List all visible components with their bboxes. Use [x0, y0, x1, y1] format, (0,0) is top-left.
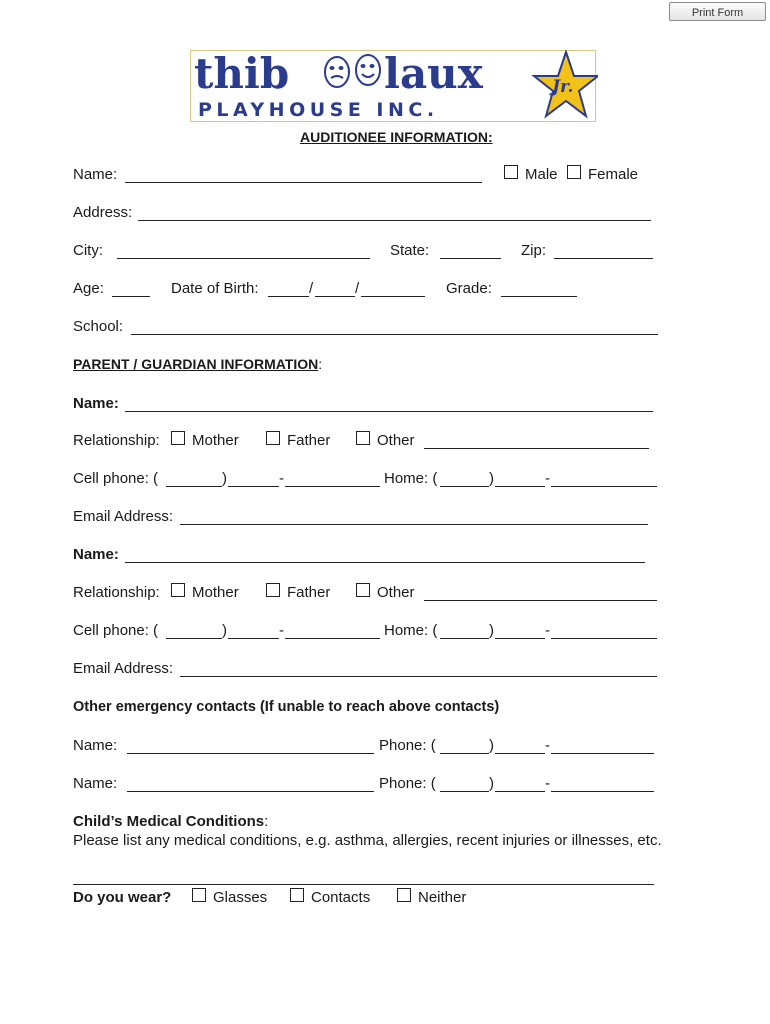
- logo-subtitle: PLAYHOUSE INC.: [198, 99, 439, 121]
- parent1-home-line-field[interactable]: [551, 486, 657, 487]
- dob-separator: /: [355, 280, 360, 297]
- parent2-relationship-label: Relationship:: [73, 584, 160, 601]
- parent1-father-checkbox[interactable]: [266, 431, 280, 445]
- emergency2-phone-label: Phone: (: [379, 775, 436, 792]
- medical-instructions: Please list any medical conditions, e.g. asthma, allergies, recent injuries or illnesses, etc.: [73, 832, 662, 849]
- dash: -: [545, 737, 550, 754]
- parent2-cell-prefix-field[interactable]: [228, 638, 279, 639]
- medical-heading-colon: :: [264, 813, 269, 830]
- star-icon: [534, 52, 598, 116]
- emergency1-phone-label: Phone: (: [379, 737, 436, 754]
- parent2-name-label: Name:: [73, 546, 119, 563]
- parent1-mother-checkbox[interactable]: [171, 431, 185, 445]
- logo-jr: Jr.: [552, 77, 574, 97]
- contacts-label: Contacts: [311, 889, 371, 906]
- dob-day-field[interactable]: [315, 296, 355, 297]
- dash: -: [545, 775, 550, 792]
- contacts-checkbox[interactable]: [290, 888, 304, 902]
- parent2-father-checkbox[interactable]: [266, 583, 280, 597]
- parent1-cell-area-field[interactable]: [166, 486, 222, 487]
- parent2-mother-label: Mother: [192, 584, 239, 601]
- state-label: State:: [390, 242, 430, 259]
- emergency2-phone-area-field[interactable]: [440, 791, 489, 792]
- parent-heading-colon: :: [318, 356, 323, 372]
- parent1-email-label: Email Address:: [73, 508, 174, 525]
- parent2-other-field[interactable]: [424, 600, 657, 601]
- parent2-name-field[interactable]: [125, 562, 645, 563]
- logo-word-right: laux: [384, 50, 483, 98]
- paren: ): [489, 737, 494, 754]
- logo-artwork: [190, 50, 598, 124]
- emergency1-phone-line-field[interactable]: [551, 753, 654, 754]
- dash: -: [545, 622, 550, 639]
- parent1-email-field[interactable]: [180, 524, 648, 525]
- male-checkbox[interactable]: [504, 165, 518, 179]
- neither-checkbox[interactable]: [397, 888, 411, 902]
- parent2-cell-label: Cell phone: (: [73, 622, 159, 639]
- city-label: City:: [73, 242, 103, 259]
- neither-label: Neither: [418, 889, 467, 906]
- dob-separator: /: [309, 280, 314, 297]
- parent1-home-label: Home: (: [384, 470, 438, 487]
- parent1-other-field[interactable]: [424, 448, 649, 449]
- female-label: Female: [588, 166, 639, 183]
- age-field[interactable]: [112, 296, 150, 297]
- emergency1-phone-area-field[interactable]: [440, 753, 489, 754]
- age-label: Age:: [73, 280, 104, 297]
- paren: ): [489, 622, 494, 639]
- parent1-relationship-label: Relationship:: [73, 432, 160, 449]
- parent2-mother-checkbox[interactable]: [171, 583, 185, 597]
- emergency1-name-field[interactable]: [127, 753, 374, 754]
- emergency2-name-label: Name:: [73, 775, 118, 792]
- print-form-button[interactable]: Print Form: [669, 2, 766, 21]
- parent-heading-row: [73, 356, 322, 372]
- parent1-cell-label: Cell phone: (: [73, 470, 159, 487]
- emergency2-name-field[interactable]: [127, 791, 374, 792]
- parent2-email-label: Email Address:: [73, 660, 174, 677]
- dob-label: Date of Birth:: [171, 280, 259, 297]
- parent1-home-area-field[interactable]: [440, 486, 489, 487]
- male-label: Male: [525, 166, 558, 183]
- city-field[interactable]: [117, 258, 370, 259]
- auditionee-name-field[interactable]: [125, 182, 482, 183]
- parent1-cell-prefix-field[interactable]: [228, 486, 279, 487]
- zip-label: Zip:: [521, 242, 547, 259]
- emergency2-phone-prefix-field[interactable]: [495, 791, 545, 792]
- emergency1-phone-prefix-field[interactable]: [495, 753, 545, 754]
- glasses-checkbox[interactable]: [192, 888, 206, 902]
- parent1-other-label: Other: [377, 432, 415, 449]
- playhouse-logo: [190, 50, 598, 124]
- parent2-home-label: Home: (: [384, 622, 438, 639]
- emergency-heading: Other emergency contacts (If unable to reach above contacts): [73, 699, 500, 715]
- parent1-mother-label: Mother: [192, 432, 239, 449]
- paren: ): [222, 622, 227, 639]
- dash: -: [545, 470, 550, 487]
- parent2-cell-line-field[interactable]: [285, 638, 380, 639]
- auditionee-heading: AUDITIONEE INFORMATION:: [300, 129, 493, 145]
- female-checkbox[interactable]: [567, 165, 581, 179]
- parent1-cell-line-field[interactable]: [285, 486, 380, 487]
- parent1-name-field[interactable]: [125, 411, 653, 412]
- zip-field[interactable]: [554, 258, 653, 259]
- parent1-name-label: Name:: [73, 395, 119, 412]
- dob-year-field[interactable]: [361, 296, 425, 297]
- parent1-father-label: Father: [287, 432, 331, 449]
- parent2-email-field[interactable]: [180, 676, 657, 677]
- parent2-home-line-field[interactable]: [551, 638, 657, 639]
- school-field[interactable]: [131, 334, 658, 335]
- parent2-cell-area-field[interactable]: [166, 638, 222, 639]
- dob-month-field[interactable]: [268, 296, 309, 297]
- parent2-home-area-field[interactable]: [440, 638, 489, 639]
- glasses-label: Glasses: [213, 889, 268, 906]
- parent2-other-label: Other: [377, 584, 415, 601]
- emergency1-name-label: Name:: [73, 737, 118, 754]
- dash: -: [279, 470, 284, 487]
- parent2-father-label: Father: [287, 584, 331, 601]
- parent1-other-checkbox[interactable]: [356, 431, 370, 445]
- address-label: Address:: [73, 204, 133, 221]
- theater-masks-icon: [325, 55, 380, 87]
- school-label: School:: [73, 318, 124, 335]
- medical-heading: Child’s Medical Conditions: [73, 813, 265, 830]
- parent1-home-prefix-field[interactable]: [495, 486, 545, 487]
- auditionee-name-label: Name:: [73, 166, 118, 183]
- medical-heading-row: [73, 813, 268, 830]
- dash: -: [279, 622, 284, 639]
- parent-heading: PARENT / GUARDIAN INFORMATION: [73, 356, 319, 372]
- paren: ): [489, 470, 494, 487]
- paren: ): [489, 775, 494, 792]
- grade-field[interactable]: [501, 296, 577, 297]
- wear-label: Do you wear?: [73, 889, 172, 906]
- medical-conditions-field[interactable]: [73, 884, 654, 885]
- emergency2-phone-line-field[interactable]: [551, 791, 654, 792]
- grade-label: Grade:: [446, 280, 492, 297]
- paren: ): [222, 470, 227, 487]
- parent2-other-checkbox[interactable]: [356, 583, 370, 597]
- address-field[interactable]: [138, 220, 651, 221]
- logo-word-left: thib: [194, 50, 290, 98]
- parent2-home-prefix-field[interactable]: [495, 638, 545, 639]
- state-field[interactable]: [440, 258, 501, 259]
